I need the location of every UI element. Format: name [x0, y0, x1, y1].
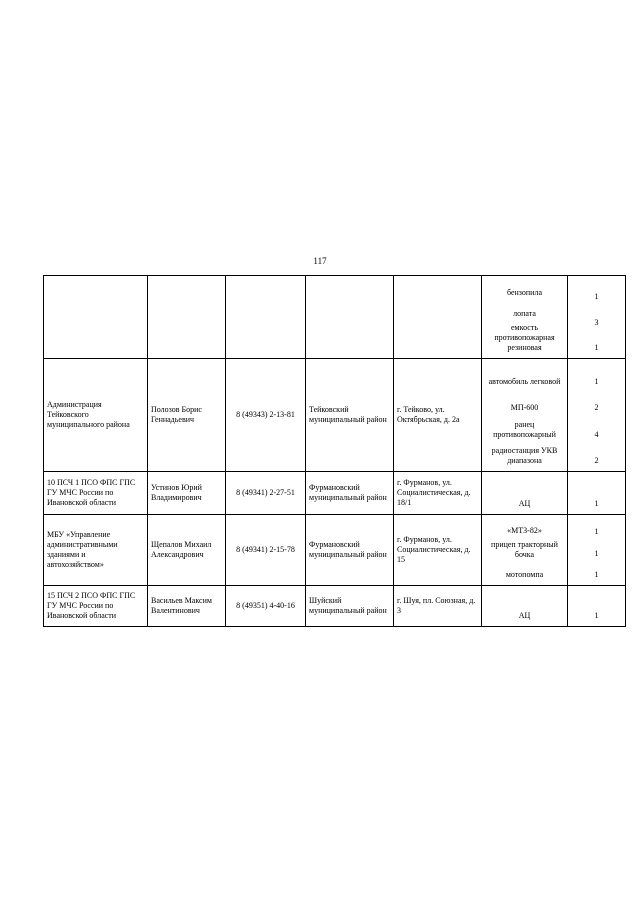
address-cell: г. Шуя, пл. Союзная, д. 3	[394, 586, 482, 627]
equipment-quantity: 1	[594, 611, 599, 620]
equipment-name: прицеп тракторный бочка	[491, 540, 558, 559]
quantity-cell	[568, 515, 626, 586]
phone-cell	[226, 276, 306, 359]
organization-cell: Администрация Тейковского муниципального района	[44, 359, 148, 472]
equipment-name: «МТЗ-82»	[507, 526, 542, 535]
equipment-name: мотопомпа	[505, 570, 544, 579]
address-cell: г. Фурманов, ул. Социалистическая, д. 18/1	[394, 472, 482, 515]
head-cell: Васильев Максим Валентинович	[148, 586, 226, 627]
phone-cell: 8 (49341) 2-27-51	[226, 472, 306, 515]
equipment-quantity: 2	[594, 456, 599, 465]
equipment-quantity: 1	[594, 527, 599, 537]
equipment-name: радиостанция УКВ диапазона	[491, 446, 558, 465]
table-row	[44, 515, 626, 586]
district-cell: Шуйский муниципальный район	[306, 586, 394, 627]
equipment-quantity: 1	[594, 342, 599, 352]
quantity-cell	[568, 586, 626, 627]
head-cell: Устинов Юрий Владимирович	[148, 472, 226, 515]
resource-table	[43, 275, 626, 627]
equipment-name: бензопила	[506, 288, 542, 297]
address-cell	[394, 276, 482, 359]
phone-cell: 8 (49341) 2-15-78	[226, 515, 306, 586]
district-cell: Фурмановский муниципальный район	[306, 472, 394, 515]
equipment-cell	[482, 586, 568, 627]
equipment-quantity: 1	[594, 548, 599, 558]
district-cell: Тейковский муниципальный район	[306, 359, 394, 472]
head-cell: Щепалов Михаил Александрович	[148, 515, 226, 586]
equipment-cell	[482, 359, 568, 472]
equipment-quantity: 4	[594, 429, 599, 439]
address-cell: г. Тейково, ул. Октябрьская, д. 2а	[394, 359, 482, 472]
equipment-cell	[482, 472, 568, 515]
equipment-quantity: 1	[594, 569, 599, 579]
organization-cell: МБУ «Управление административными зданиями и автохозяйством»	[44, 515, 148, 586]
equipment-cell	[482, 515, 568, 586]
district-cell	[306, 276, 394, 359]
table-row	[44, 472, 626, 515]
quantity-cell	[568, 276, 626, 359]
phone-cell: 8 (49343) 2-13-81	[226, 359, 306, 472]
equipment-quantity: 1	[594, 499, 599, 508]
organization-cell	[44, 276, 148, 359]
organization-cell: 10 ПСЧ 1 ПСО ФПС ГПС ГУ МЧС России по Ивановской области	[44, 472, 148, 515]
equipment-name: АЦ	[518, 499, 531, 508]
quantity-cell	[568, 359, 626, 472]
head-cell	[148, 276, 226, 359]
quantity-cell	[568, 472, 626, 515]
equipment-name: автомобиль легковой	[488, 376, 561, 386]
head-cell: Полозов Борис Геннадьевич	[148, 359, 226, 472]
table-body	[44, 276, 626, 627]
equipment-name: АЦ	[518, 611, 531, 620]
table-row	[44, 359, 626, 472]
table-row	[44, 276, 626, 359]
equipment-quantity: 2	[594, 403, 599, 412]
equipment-quantity: 3	[594, 317, 599, 327]
page-number: 117	[313, 256, 327, 266]
organization-cell: 15 ПСЧ 2 ПСО ФПС ГПС ГУ МЧС России по Ивановской области	[44, 586, 148, 627]
equipment-quantity: 1	[594, 292, 599, 302]
table-row	[44, 586, 626, 627]
equipment-cell	[482, 276, 568, 359]
equipment-name: МП-600	[510, 403, 539, 412]
equipment-name: ранец противопожарный	[493, 419, 556, 439]
equipment-quantity: 1	[594, 376, 599, 386]
equipment-name: лопата	[513, 309, 536, 318]
phone-cell: 8 (49351) 4-40-16	[226, 586, 306, 627]
equipment-name: емкость противопожарная резиновая	[494, 323, 555, 352]
district-cell: Фурмановский муниципальный район	[306, 515, 394, 586]
address-cell: г. Фурманов, ул. Социалистическая, д. 15	[394, 515, 482, 586]
